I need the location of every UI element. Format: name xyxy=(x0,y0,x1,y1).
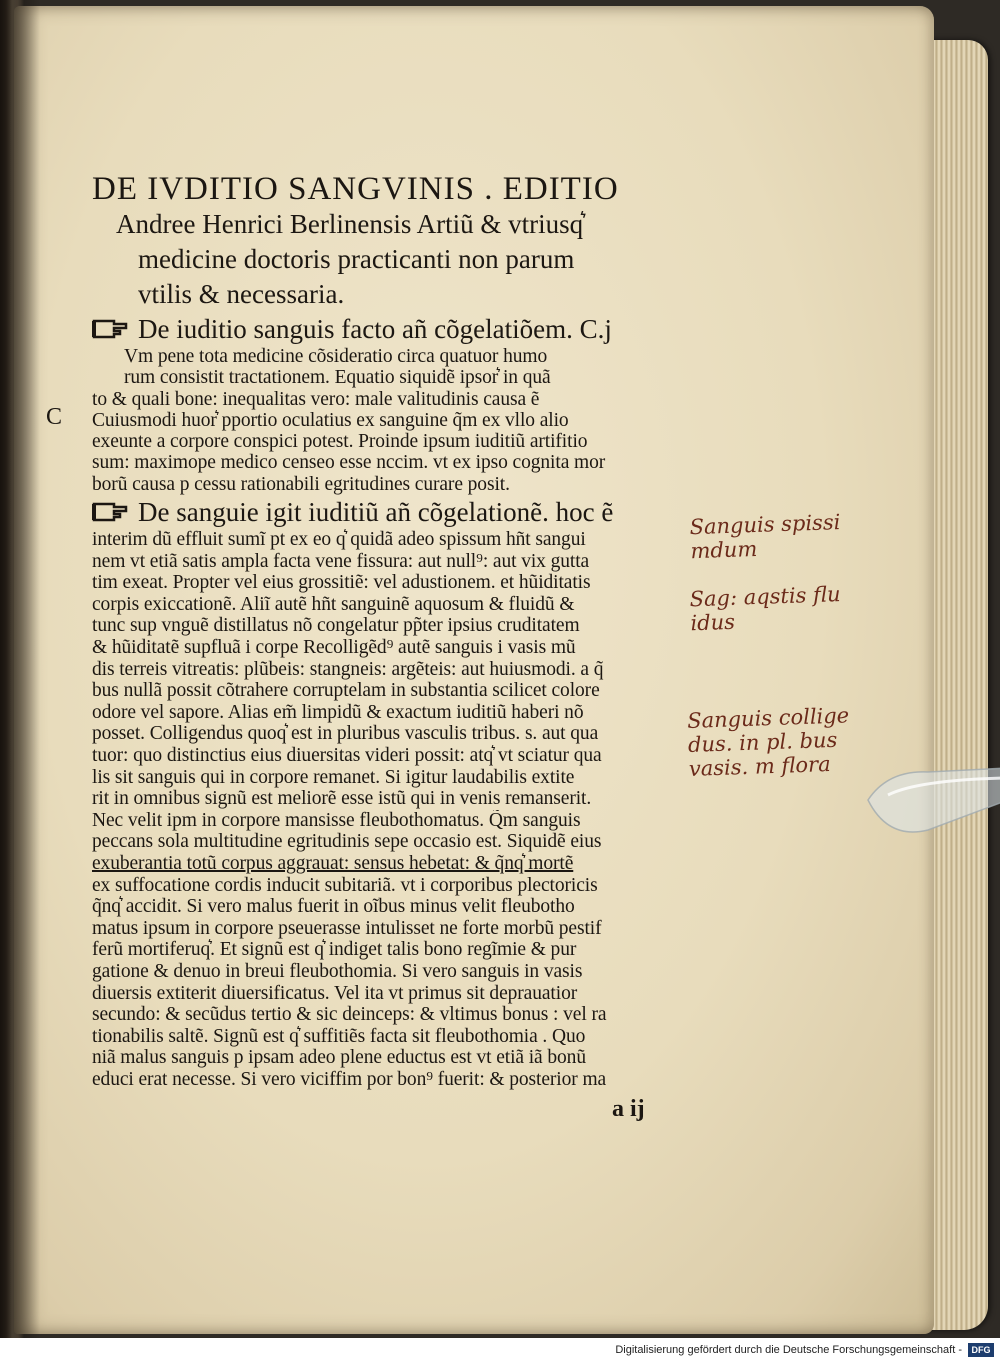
section-1-heading-text: De iuditio sanguis facto añ cõgelatiõem. C.j xyxy=(138,314,612,344)
text-line: odore vel sapore. Alias em̃ limpidũ & exactum iuditiũ haberi nõ xyxy=(92,701,584,723)
footer-bar xyxy=(0,1338,1000,1361)
section-2-paragraph xyxy=(92,529,684,1090)
text-line: exeunte a corpore conspici potest. Proinde ipsum iuditiũ artifitio xyxy=(92,431,588,453)
printed-text-block xyxy=(92,172,684,1091)
text-line: diuersis extiterit diuersificatus. Vel ita vt primus sit deprauatior xyxy=(92,982,578,1004)
dfg-logo: DFG xyxy=(968,1343,994,1357)
text-line: ferũ mortiferuq͛. Et signũ est q͛ indiget talis bono regĩmie & pur xyxy=(92,939,577,961)
margin-note-3: Sanguis collige dus. in pl. bus vasis. m flora xyxy=(686,703,850,781)
text-line: secundo: & secũdus tertio & sic deinceps: & vltimus bonus : vel ra xyxy=(92,1004,607,1026)
text-line: exuberantia totũ corpus aggrauat: sensus hebetat: & q̃nq͛ mortẽ xyxy=(92,852,574,874)
text-line: bus nullã possit cõtrahere corruptelam in substantia scilicet colore xyxy=(92,680,600,702)
text-line: borũ causa p cessu rationabili egritudines curare posit. xyxy=(92,473,510,495)
section-1-heading xyxy=(92,312,684,346)
text-line: lis sit sanguis qui in corpore remanet. Si igitur laudabilis extite xyxy=(92,766,575,788)
text-line: matus ipsum in corpore pseuerasse intulisset ne forte morbũ pestif xyxy=(92,917,602,939)
glass-clip-reflection xyxy=(858,760,1000,850)
text-line: tuor: quo distinctius eius diuersitas videri possit: atq͛ vt sciatur qua xyxy=(92,745,602,767)
text-line: nem vt etiã satis ampla facta vene fissura: aut null⁹: aut vix gutta xyxy=(92,550,590,572)
text-line: educi erat necesse. Si vero viciffim por bon⁹ fuerit: & posterior ma xyxy=(92,1068,607,1090)
section-2-heading xyxy=(92,495,684,529)
text-line: q̃nq͛ accidit. Si vero malus fuerit in oĩbus minus velit fleubotho xyxy=(92,896,575,918)
section-1-paragraph xyxy=(92,346,684,495)
binding-shadow xyxy=(0,0,40,1338)
text-line: rum consistit tractationem. Equatio siquidẽ ipsor͛ in quã xyxy=(124,367,551,389)
text-line: tunc sup vnguẽ distillatus nõ congelatur pp̃ter ipsius cruditatem xyxy=(92,615,580,637)
text-line: tim exeat. Propter vel eius grossitiẽ: vel adustionem. et hũiditatis xyxy=(92,572,591,594)
footer-credit: Digitalisierung gefördert durch die Deutsche Forschungsgemeinschaft - xyxy=(615,1343,962,1356)
pointing-hand-icon xyxy=(92,501,128,523)
text-line: corpis exiccationẽ. Aliĩ autẽ hñt sanguinẽ aquosum & fluidũ & xyxy=(92,593,575,615)
text-line: to & quali bone: inequalitas vero: male valitudinis causa ẽ xyxy=(92,388,540,410)
text-line: & hũiditatẽ supfluã i corpe Recolligẽd⁹ autẽ sanguis i vasis mũ xyxy=(92,637,576,659)
text-line: Vm pene tota medicine cõsideratio circa quatuor humo xyxy=(124,346,548,367)
text-line: peccans sola multitudine egritudinis sepe occasio est. Siquidẽ eius xyxy=(92,831,602,853)
text-line: gatione & denuo in breui fleubothomia. Si vero sanguis in vasis xyxy=(92,960,583,982)
title-line-3: medicine doctoris practicanti non parum xyxy=(138,244,575,274)
text-line: sum: maximope medico censeo esse nccim. vt ex ipso cognita mor xyxy=(92,452,606,474)
text-line: ex suffocatione cordis inducit subitariã. vt i corporibus plectoricis xyxy=(92,874,598,896)
pointing-hand-icon xyxy=(92,318,128,340)
drop-initial: C xyxy=(46,404,63,430)
text-line: posset. Colligendus quoq͛ est in pluribus vasculis tribus. s. aut qua xyxy=(92,723,599,745)
section-2-heading-text: De sanguie igit iuditiũ añ cõgelationẽ. hoc ẽ xyxy=(138,497,614,528)
text-line: tionabilis saltẽ. Signũ est q͛ suffitiẽs facta sit fleubothomia . Quo xyxy=(92,1025,586,1047)
signature-mark: a ij xyxy=(612,1096,645,1122)
text-line: Nec velit ipm in corpore mansisse fleubothomatus. Q̃m sanguis xyxy=(92,809,581,831)
margin-note-1: Sanguis spissi mdum xyxy=(689,509,841,564)
text-line: dis terreis vitreatis: plũbeis: stangneis: argẽteis: aut huiusmodi. a q̃ xyxy=(92,658,604,680)
title-line-1: DE IVDITIO SANGVINIS . EDITIO xyxy=(92,171,619,207)
title-line-2: Andree Henrici Berlinensis Artiũ & vtriusq͛ xyxy=(116,209,584,239)
title-line-4: vtilis & necessaria. xyxy=(138,279,345,309)
text-line: rit in omnibus signũ est meliorẽ esse istũ qui in venis remanserit. xyxy=(92,788,592,810)
text-line: niã malus sanguis p ipsam adeo plene eductus est vt etiã iã bonũ xyxy=(92,1047,586,1069)
text-line: Cuiusmodi huor͛ pportio oculatius ex sanguine q̃m ex vllo alio xyxy=(92,409,569,431)
margin-note-2: Sag: aqstis flu idus xyxy=(689,582,841,636)
text-line: interim dũ effluit sumĩ pt ex eo q͛ quidã adeo spissum hñt sangui xyxy=(92,529,586,551)
